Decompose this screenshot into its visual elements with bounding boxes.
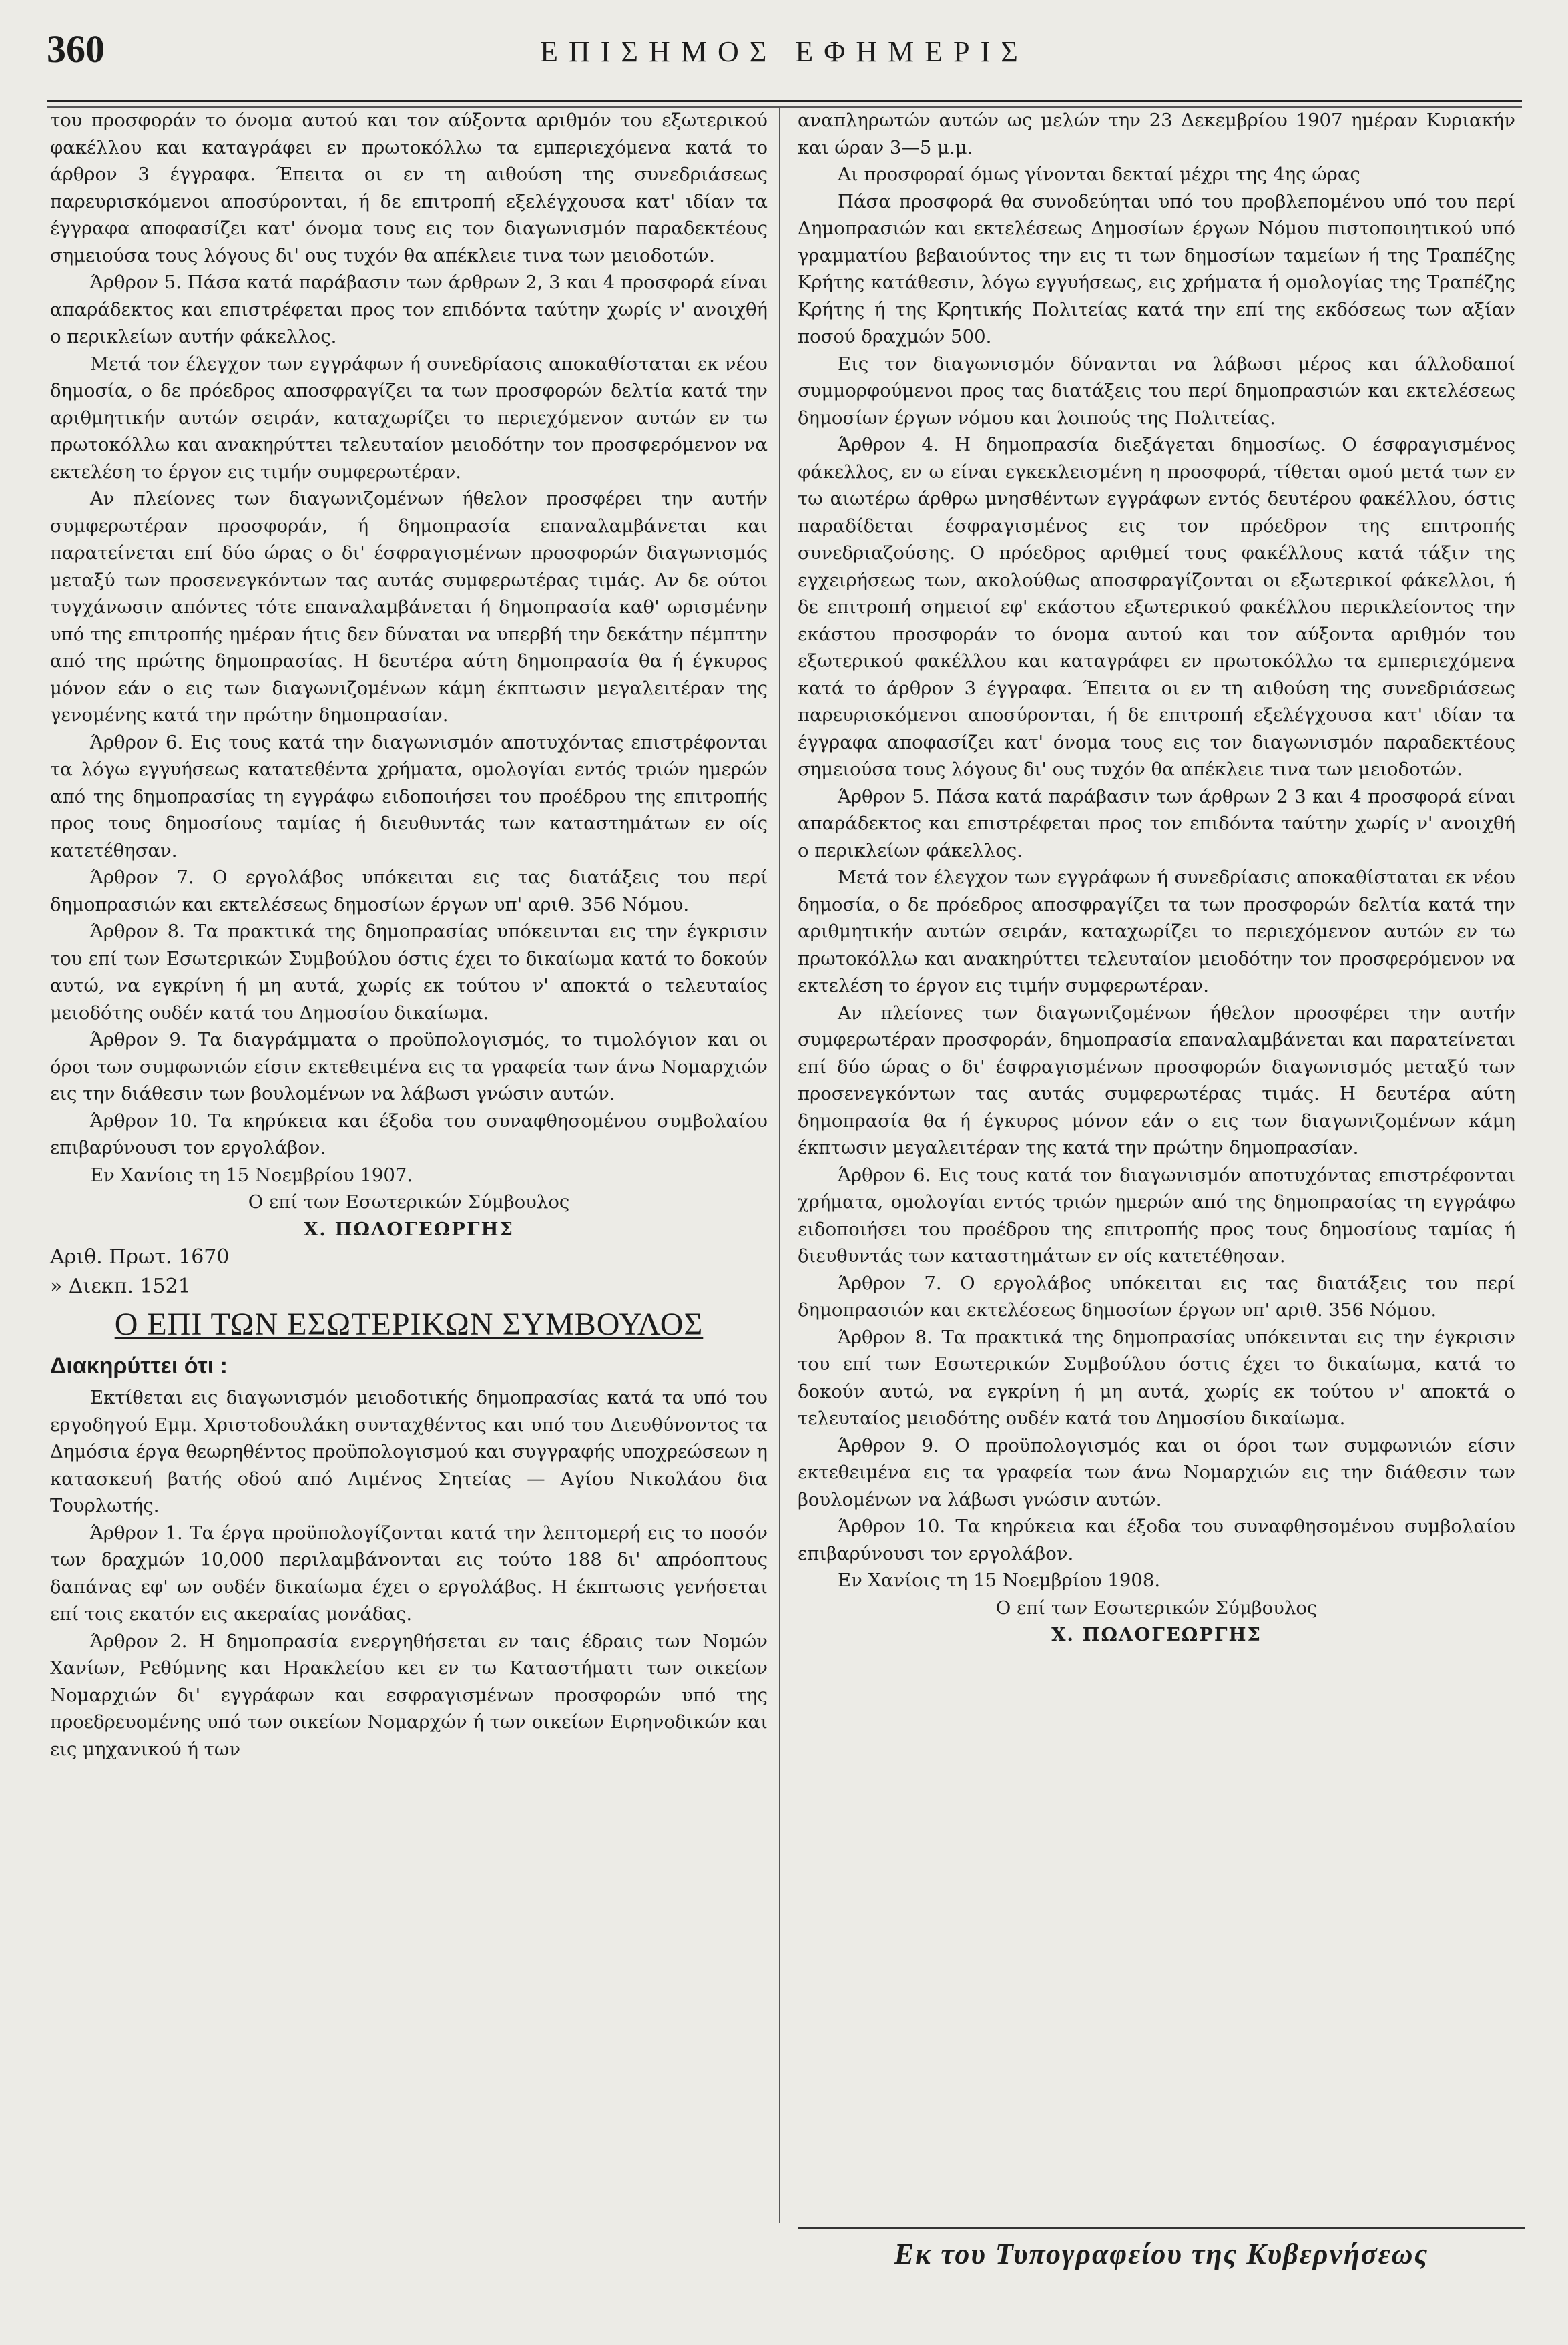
paragraph: Μετά τον έλεγχον των εγγράφων ή συνεδρίασις αποκαθίσταται εκ νέου δημοσία, ο δε πρόεδρος αποσφραγίζει τα των προσφορών δελτία κατά την αριθμητικήν αυτών σειράν, καταχωρίζει το περιεχόμενον αυτών εν τω πρωτοκόλλω και ανακηρύττει τελευταίον μειοδότην τον προσφερόμενον να εκτελέση το έργον εις τιμήν συμφερωτέραν. <box>50 353 768 483</box>
dateline: Εν Χανίοις τη 15 Νοεμβρίου 1908. <box>838 1570 1161 1591</box>
paragraph: Αι προσφοραί όμως γίνονται δεκταί μέχρι της 4ης ώρας <box>838 164 1360 185</box>
paragraph: του προσφοράν το όνομα αυτού και τον αύξοντα αριθμόν του εξωτερικού φακέλλου και καταγράφει εν πρωτοκόλλω τα εμπεριεχόμενα κατά το άρθρον 3 έγγραφα. Έπειτα οι εν τη αιθούση της συνεδριάσεως παρευρισκόμενοι αποσύρονται, ή δε επιτροπή εξελέγχουσα κατ' ιδίαν τα έγγραφα αποφασίζει κατ' όνομα τους εις τον διαγωνισμόν παραδεκτέους σημειούσα τους λόγους δι' ους τυχόν θα απέκλειε τινα των μειοδοτών. <box>50 110 768 266</box>
paragraph: αναπληρωτών αυτών ως μελών την 23 Δεκεμβρίου 1907 ημέραν Κυριακήν και ώραν 3—5 μ.μ. <box>798 110 1515 158</box>
article-6: Άρθρον 6. Εις τους κατά τον διαγωνισμόν αποτυχόντας επιστρέφονται χρήματα, ομολογίαι εντός τριών ημερών από της δημοπρασίας τη εγγράφω ειδοποιήσει του προέδρου της επιτροπής προς τους δημοσίους ταμίας ή διευθυντάς των καταστημάτων εν οίς κατετέθησαν. <box>798 1164 1515 1267</box>
signature-name: Χ. ΠΩΛΟΓΕΩΡΓΗΣ <box>304 1218 514 1240</box>
paragraph: Εκτίθεται εις διαγωνισμόν μειοδοτικής δημοπρασίας κατά τα υπό του εργοδηγού Εμμ. Χριστοδουλάκη συνταχθέντος και υπό του Διευθύνοντος τα Δημόσια έργα θεωρηθέντος προϋπολογισμού και συγγραφής υποχρεώσεων η κατασκευή βατής οδού από Λιμένος Σητείας — Αγίου Νικολάου δια Τουρλωτής. <box>50 1387 768 1516</box>
column-divider <box>779 107 780 2223</box>
article-8: Άρθρον 8. Τα πρακτικά της δημοπρασίας υπόκεινται εις την έγκρισιν του επί των Εσωτερικών Συμβούλου όστις έχει το δικαίωμα κατά το δοκούν αυτώ, να εγκρίνη ή μη αυτά, χωρίς εκ τούτου ν' αποκτά ο τελευταίος μειοδότης ουδέν κατά του Δημοσίου δικαίωμα. <box>50 921 768 1024</box>
paragraph: Αν πλείονες των διαγωνιζομένων ήθελον προσφέρει την αυτήν συμφερωτέραν προσφοράν, ή δημοπρασία επαναλαμβάνεται και παρατείνεται επί δύο ώρας ο δι' έσφραγισμένων προσφορών διαγωνισμός μεταξύ των προσενεγκόντων τας αυτάς συμφερωτέρας τιμάς. Αν δε ούτοι τυγχάνωσιν απόντες τότε επαναλαμβάνεται ή δημοπρασία καθ' ωρισμένην υπό της επιτροπής ημέραν ήτις δεν δύναται να υπερβή την δεκάτην πέμπτην από της πρώτης δημοπρασίας. Η δευτέρα αύτη δημοπρασία θα ή έγκυρος μόνον εάν ο εις των διαγωνιζομένων κάμη έκπτωσιν μεγαλειτέραν της γενομένης κατά την πρώτην δημοπρασίαν. <box>50 488 768 726</box>
page-header <box>47 20 1522 80</box>
article-9: Άρθρον 9. Ο προϋπολογισμός και οι όροι των συμφωνιών είσιν εκτεθειμένα εις τα γραφεία των άνω Νομαρχιών εις την διάθεσιν των βουλομένων να λάβωσι γνώσιν αυτών. <box>798 1434 1515 1510</box>
article-8: Άρθρον 8. Τα πρακτικά της δημοπρασίας υπόκεινται εις την έγκρισιν του επί των Εσωτερικών Συμβούλου όστις έχει το δικαίωμα, κατά το δοκούν αυτώ, να εγκρίνη ή μη αυτά, χωρίς εκ τούτου ν' αποκτά ο τελευταίος μειοδότης ουδέν κατά του Δημοσίου δικαίωμα. <box>798 1326 1515 1429</box>
signature-name: Χ. ΠΩΛΟΓΕΩΡΓΗΣ <box>1051 1624 1262 1645</box>
article-5: Άρθρον 5. Πάσα κατά παράβασιν των άρθρων 2 3 και 4 προσφορά είναι απαράδεκτος και επιστρέφεται προς τον επιδόντα ταύτην χωρίς ν' ανοιχθή ο περικλείων φάκελλος. <box>798 785 1515 861</box>
running-title: ΕΠΙΣΗΜΟΣ ΕΦΗΜΕΡΙΣ <box>540 35 1029 68</box>
footer-rule <box>798 2227 1525 2229</box>
right-column <box>798 107 1515 1649</box>
protocol-number: Αριθ. Πρωτ. 1670 <box>50 1245 230 1269</box>
article-7: Άρθρον 7. Ο εργολάβος υπόκειται εις τας διατάξεις του περί δημοπρασιών και εκτελέσεως δημοσίων έργων υπ' αριθ. 356 Νόμου. <box>798 1272 1515 1321</box>
article-7: Άρθρον 7. Ο εργολάβος υπόκειται εις τας διατάξεις του περί δημοπρασιών και εκτελέσεως δημοσίων έργων υπ' αριθ. 356 Νόμου. <box>50 867 768 915</box>
article-5: Άρθρον 5. Πάσα κατά παράβασιν των άρθρων 2, 3 και 4 προσφορά είναι απαράδεκτος και επιστρέφεται προς τον επιδόντα ταύτην χωρίς ν' ανοιχθή ο περικλείων αυτήν φάκελλος. <box>50 272 768 347</box>
paragraph: Μετά τον έλεγχον των εγγράφων ή συνεδρίασις αποκαθίσταται εκ νέου δημοσία, ο δε πρόεδρος αποσφραγίζει τα των προσφορών δελτία κατά την αριθμητικήν αυτών σειράν, καταχωρίζει το περιεχόμενον αυτών εν τω πρωτοκόλλω και ανακηρύττει τελευταίον μειοδότην τον προσφερόμενον να εκτελέση το έργον εις τιμήν συμφερωτέραν. <box>798 867 1515 996</box>
dispatch-number: » Διεκπ. 1521 <box>50 1275 191 1298</box>
dateline: Εν Χανίοις τη 15 Νοεμβρίου 1907. <box>90 1164 413 1186</box>
article-9: Άρθρον 9. Τα διαγράμματα ο προϋπολογισμός, το τιμολόγιον και οι όροι των συμφωνιών είσιν εκτεθειμένα εις τα γραφεία των άνω Νομαρχιών εις την διάθεσιν των βουλομένων να λάβωσι γνώσιν αυτών. <box>50 1029 768 1104</box>
article-10: Άρθρον 10. Τα κηρύκεια και έξοδα του συναφθησομένου συμβολαίου επιβαρύνουσι τον εργολάβον. <box>798 1516 1515 1564</box>
paragraph: Αν πλείονες των διαγωνιζομένων ήθελον προσφέρει την αυτήν συμφερωτέραν προσφοράν, δημοπρασία επαναλαμβάνεται και παρατείνεται επί δύο ώρας ο δι' έσφραγισμένων προσφορών διαγωνισμός μεταξύ των προσενεγκόντων τας αυτάς συμφερωτέρας τιμάς. Η δευτέρα αύτη δημοπρασία θα ή έγκυρος μόνον εάν ο εις των διαγωνιζομένων κάμη έκπτωσιν μεγαλειτέραν της κατά την πρώτην δημοπρασίαν. <box>798 1002 1515 1158</box>
article-1: Άρθρον 1. Τα έργα προϋπολογίζονται κατά την λεπτομερή εις το ποσόν των δραχμών 10,000 περιλαμβάνονται εις τούτο 188 δι' απρόοπτους δαπάνας εφ' ων ουδέν δικαίωμα έχει ο εργολάβος. Η έκπτωσις γενήσεται επί τοις εκατόν εις ακεραίας μονάδας. <box>50 1522 768 1625</box>
notice-heading: Ο ΕΠΙ ΤΩΝ ΕΣΩΤΕΡΙΚΩΝ ΣΥΜΒΟΥΛΟΣ <box>114 1307 704 1342</box>
signature-office: Ο επί των Εσωτερικών Σύμβουλος <box>995 1596 1318 1619</box>
signature-office: Ο επί των Εσωτερικών Σύμβουλος <box>248 1191 570 1213</box>
article-6: Άρθρον 6. Εις τους κατά την διαγωνισμόν αποτυχόντας επιστρέφονται τα λόγω εγγυήσεως κατατεθέντα χρήματα, ομολογίαι εντός τριών ημερών από της δημοπρασίας τη εγγράφω ειδοποιήσει του προέδρου της επιτροπής προς τους δημοσίους ταμίας ή διευθυντάς των καταστημάτων εν οίς κατετέθησαν. <box>50 731 768 861</box>
page-number: 360 <box>47 27 105 71</box>
printer-imprint: Εκ του Τυπογραφείου της Κυβερνήσεως <box>894 2237 1429 2270</box>
notice-announce: Διακηρύττει ότι : <box>50 1353 228 1379</box>
left-column <box>50 107 768 1763</box>
article-4: Άρθρον 4. Η δημοπρασία διεξάγεται δημοσίως. Ο έσφραγισμένος φάκελλος, εν ω είναι εγκεκλεισμένη η προσφορά, τίθεται ομού μετά των εν τω αιωτέρω άρθρω μνησθέντων εγγράφων εντός δευτέρου φακέλλου, όστις παραδίδεται έσφραγισμένος εις τον πρόεδρον της επιτροπής συνεδριαζούσης. Ο πρόεδρος αριθμεί τους φακέλλους κατά τάξιν της εγχειρήσεως των, ακολούθως αποσφραγίζονται οι εξωτερικοί φάκελλοι, ή δε επιτροπή σημειοί εφ' εκάστου εξωτερικού φακέλλου περικλείοντος την εκάστου προσφοράν το όνομα αυτού και τον αύξοντα αριθμόν του εξωτερικού φακέλλου και καταγράφει εν πρωτοκόλλω τα εμπεριεχόμενα κατά το άρθρον 3 έγγραφα. Έπειτα οι εν τη αιθούση της συνεδριάσεως παρευρισκόμενοι αποσύρονται, ή δε επιτροπή εξελέγχουσα κατ' ιδίαν τα έγγραφα αποφασίζει κατ' όνομα τους εις τον διαγωνισμόν παραδεκτέους σημειούσα τους λόγους δι' ους τυχόν θα απέκλειε τινα των μειοδοτών. <box>798 434 1515 780</box>
paragraph: Εις τον διαγωνισμόν δύνανται να λάβωσι μέρος και άλλοδαποί συμμορφούμενοι προς τας διατάξεις του περί δημοπρασιών και εκτελέσεως δημοσίων έργων νόμου και λοιπούς της Πολιτείας. <box>798 353 1515 429</box>
article-10: Άρθρον 10. Τα κηρύκεια και έξοδα του συναφθησομένου συμβολαίου επιβαρύνουσι τον εργολάβον. <box>50 1110 768 1158</box>
paragraph: Πάσα προσφορά θα συνοδεύηται υπό του προβλεπομένου υπό του περί Δημοπρασιών και εκτελέσεως Δημοσίων έργων Νόμου πιστοποιητικού υπό γραμματίου βεβαιούντος την εις τι των δημοσίων ταμείων ή της Τραπέζης Κρήτης κατάθεσιν, λόγω εγγυήσεως, εις χρήματα ή ομολογίας της Τραπέζης Κρήτης ή της Κρητικής Πολιτείας κατά την επί της εκδόσεως των αξίαν ποσού δραχμών 500. <box>798 190 1515 347</box>
article-2: Άρθρον 2. Η δημοπρασία ενεργηθήσεται εν ταις έδραις των Νομών Χανίων, Ρεθύμνης και Ηρακλείου κει εν τω Καταστήματι των οικείων Νομαρχιών δι' εγγράφων και εσφραγισμένων προσφορών υπό της προεδρευομένης υπό των οικείων Νομαρχών ή των οικείων Ειρηνοδικών και εις μηχανικού ή των <box>50 1630 768 1760</box>
